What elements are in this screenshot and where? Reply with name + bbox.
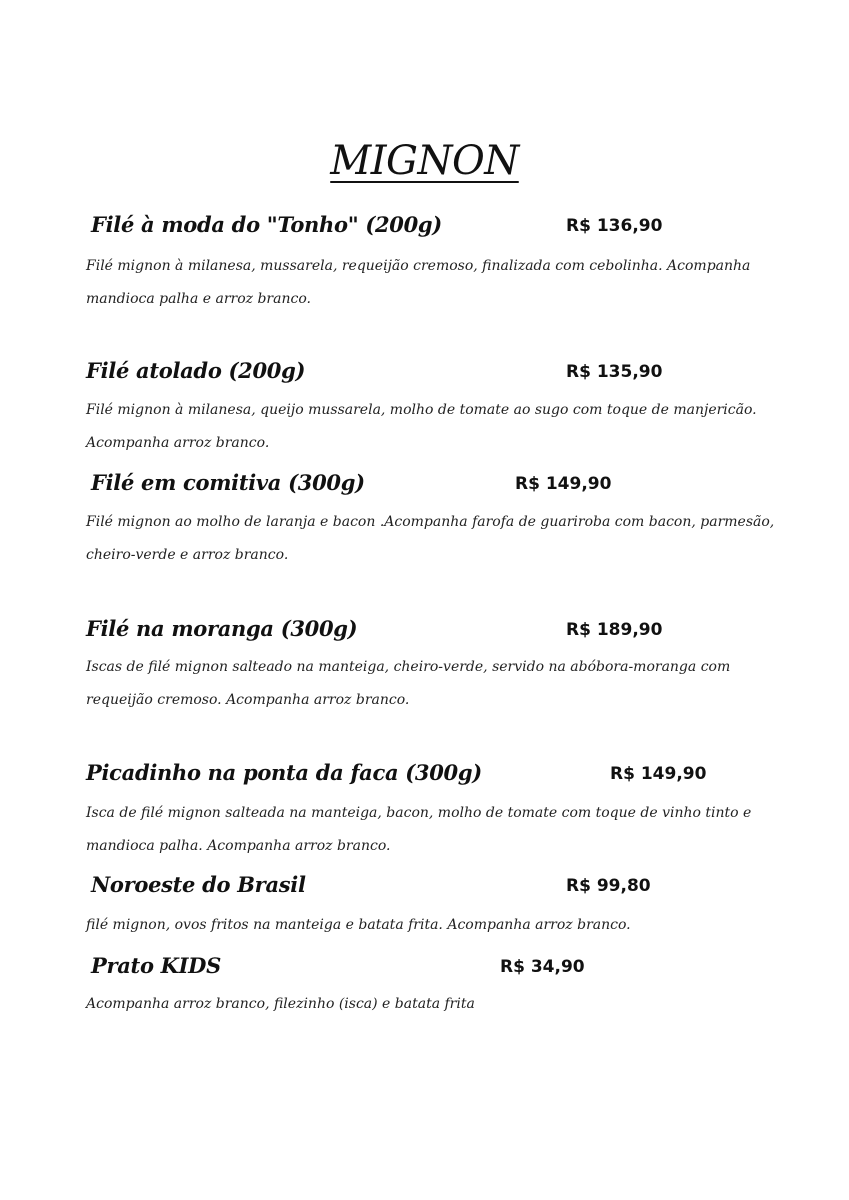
menu-item-name: Prato KIDS <box>91 953 221 978</box>
menu-item-description: Filé mignon à milanesa, mussarela, requeijão cremoso, finalizada com cebolinha. Acompanha mandioca palha e arroz branco. <box>86 258 751 307</box>
menu-item-name: Filé em comitiva (300g) <box>91 470 365 495</box>
menu-item-price: R$ 136,90 <box>566 216 663 236</box>
menu-item-description: Iscas de filé mignon salteado na manteiga, cheiro-verde, servido na abóbora-moranga com requeijão cremoso. Acompanha arroz branco. <box>86 659 731 708</box>
menu-item-price: R$ 189,90 <box>566 620 663 640</box>
menu-item-price: R$ 99,80 <box>566 876 651 896</box>
menu-item-description: Filé mignon à milanesa, queijo mussarela, molho de tomate ao sugo com toque de manjericão. Acompanha arroz branco. <box>86 402 757 451</box>
menu-item-price: R$ 34,90 <box>500 957 585 977</box>
menu-item-price: R$ 149,90 <box>610 764 707 784</box>
menu-item-price: R$ 135,90 <box>566 362 663 382</box>
menu-item-name: Noroeste do Brasil <box>91 872 306 897</box>
menu-item-description: Acompanha arroz branco, filezinho (isca) e batata frita <box>86 996 475 1012</box>
menu-item-name: Filé na moranga (300g) <box>86 616 358 641</box>
section-title: MIGNON <box>330 138 519 184</box>
menu-item-name: Filé atolado (200g) <box>86 358 306 383</box>
menu-item-name: Picadinho na ponta da faca (300g) <box>86 760 482 785</box>
menu-item-description: filé mignon, ovos fritos na manteiga e batata frita. Acompanha arroz branco. <box>86 917 631 933</box>
menu-item-description: Filé mignon ao molho de laranja e bacon .Acompanha farofa de guariroba com bacon, parmesão, cheiro-verde e arroz branco. <box>86 514 775 563</box>
menu-item-description: Isca de filé mignon salteada na manteiga, bacon, molho de tomate com toque de vinho tinto e mandioca palha. Acompanha arroz branco. <box>86 805 752 854</box>
menu-item-name: Filé à moda do "Tonho" (200g) <box>91 212 442 237</box>
menu-item-price: R$ 149,90 <box>515 474 612 494</box>
